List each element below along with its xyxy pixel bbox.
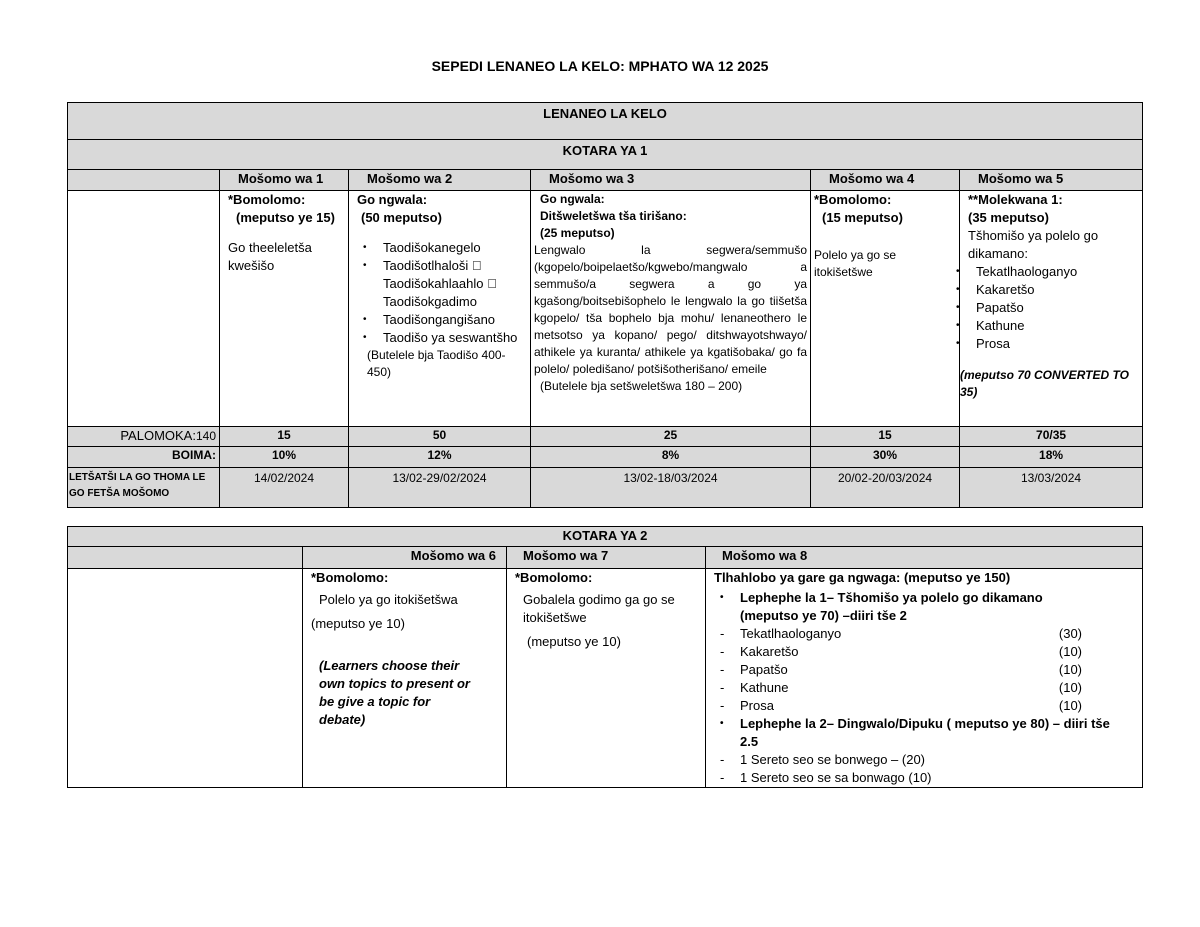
list-item: - Prosa (10) xyxy=(740,697,1082,715)
weight-task4: 30% xyxy=(811,447,960,468)
total-task4: 15 xyxy=(811,427,960,447)
task8-title: Tlhahlobo ya gare ga ngwaga: (meputso ye 150) xyxy=(714,570,1011,585)
task1-type: *Bomolomo: xyxy=(228,192,306,207)
task8-cell xyxy=(706,569,1143,788)
task-header-2: Mošomo wa 2 xyxy=(349,170,531,191)
weight-task1: 10% xyxy=(220,447,349,468)
task3-desc: Lengwalo la segwera/semmušo (kgopelo/boipelaetšo/kgwebo/mangwalo a semmušo/a segwera a go ya kgašong/boitsebišophelo le lengwalo la go tiišetša kgopelo/ tša bophelo bja mohu/ lenaneothero le metsotso ya kopano/ pego/ ditshwayotshwayo/ athikele ya kuranta/ athikele ya kgatišobaka/ go fa polelo/ poledišano/ potšišotherišano/ emeile xyxy=(534,243,807,376)
list-item: • Kathune xyxy=(976,317,1139,335)
paper1-list xyxy=(714,625,1082,715)
list-item: • Tekatlhaologanyo xyxy=(976,263,1139,281)
task5-note: (meputso 70 CONVERTED TO 35) xyxy=(960,368,1129,399)
task-header-8: Mošomo wa 8 xyxy=(706,547,1143,569)
task7-cell xyxy=(507,569,706,788)
weight-task3: 8% xyxy=(531,447,811,468)
task-header-5: Mošomo wa 5 xyxy=(960,170,1143,191)
task8-papers-2 xyxy=(714,715,1110,751)
list-item: - 1 Sereto seo se sa bonwago (10) xyxy=(740,769,1082,787)
paper2-item: • Lephephe la 2– Dingwalo/Dipuku ( meputso ye 80) – diiri tše 2.5 xyxy=(740,715,1122,751)
task3-type: Go ngwala: xyxy=(540,192,605,206)
task8-papers xyxy=(714,589,1082,625)
list-item: - 1 Sereto seo se bonwego – (20) xyxy=(740,751,1082,769)
task1-desc: Go theeleletša kwešišo xyxy=(228,240,312,273)
total-task5: 70/35 xyxy=(960,427,1143,447)
task6-desc: Polelo ya go itokišetšwa xyxy=(319,592,458,607)
list-item: - Kathune (10) xyxy=(740,679,1082,697)
task4-marks: (15 meputso) xyxy=(822,210,903,225)
task-header-1: Mošomo wa 1 xyxy=(220,170,349,191)
list-item: • Taodišongangišano xyxy=(383,311,527,329)
weight-label: BOIMA: xyxy=(68,447,220,468)
task1-cell xyxy=(220,191,349,427)
date-task1: 14/02/2024 xyxy=(220,468,349,508)
list-item: • Taodišokanegelo xyxy=(383,239,527,257)
date-task3: 13/02-18/03/2024 xyxy=(531,468,811,508)
total-label: PALOMOKA: xyxy=(120,428,196,443)
task2-cell xyxy=(349,191,531,427)
task6-type: *Bomolomo: xyxy=(311,570,389,585)
paper1-item: • Lephephe la 1– Tšhomišo ya polelo go dikamano (meputso ye 70) –diiri tše 2 xyxy=(740,589,1082,625)
task-header-7: Mošomo wa 7 xyxy=(507,547,706,569)
document-title: SEPEDI LENANEO LA KELO: MPHATO WA 12 2025 xyxy=(431,58,769,74)
term1-table xyxy=(67,102,1143,508)
blank-header-cell xyxy=(68,170,220,191)
task5-list xyxy=(968,263,1139,353)
blank-row-label xyxy=(68,569,303,788)
weight-task2: 12% xyxy=(349,447,531,468)
task4-cell xyxy=(811,191,960,427)
task6-cell xyxy=(303,569,507,788)
list-item: - Tekatlhaologanyo (30) xyxy=(740,625,1082,643)
term1-header: KOTARA YA 1 xyxy=(68,140,1143,170)
task3-subtype: Ditšweletšwa tša tirišano: xyxy=(540,209,687,223)
task-header-6: Mošomo wa 6 xyxy=(303,547,507,569)
task2-list xyxy=(357,239,527,347)
list-item: • Kakaretšo xyxy=(976,281,1139,299)
task3-note: (Butelele bja setšweletšwa 180 – 200) xyxy=(540,379,743,393)
total-task3: 25 xyxy=(531,427,811,447)
blank-row-label xyxy=(68,191,220,427)
total-label-cell xyxy=(68,427,220,447)
paper2-list xyxy=(714,751,1082,787)
total-task1: 15 xyxy=(220,427,349,447)
list-item: • Papatšo xyxy=(976,299,1139,317)
list-item: - Kakaretšo (10) xyxy=(740,643,1082,661)
task7-type: *Bomolomo: xyxy=(515,570,593,585)
blank-header-cell xyxy=(68,547,303,569)
task-header-4: Mošomo wa 4 xyxy=(811,170,960,191)
task5-desc: Tšhomišo ya polelo go dikamano: xyxy=(968,228,1099,261)
term2-header: KOTARA YA 2 xyxy=(68,527,1143,547)
task4-type: *Bomolomo: xyxy=(814,192,892,207)
total-task2: 50 xyxy=(349,427,531,447)
date-task2: 13/02-29/02/2024 xyxy=(349,468,531,508)
total-value: 140 xyxy=(195,429,216,443)
weight-task5: 18% xyxy=(960,447,1143,468)
date-task5: 13/03/2024 xyxy=(960,468,1143,508)
task6-marks: (meputso ye 10) xyxy=(311,616,405,631)
schedule-header: LENANEO LA KELO xyxy=(68,103,1143,140)
task3-cell xyxy=(531,191,811,427)
task-header-3: Mošomo wa 3 xyxy=(531,170,811,191)
term2-table xyxy=(67,526,1143,788)
task5-cell xyxy=(960,191,1143,427)
task2-note: (Butelele bja Taodišo 400-450) xyxy=(367,348,506,379)
list-item: - Papatšo (10) xyxy=(740,661,1082,679)
task7-desc: Gobalela godimo ga go se itokišetšwe xyxy=(523,592,675,625)
task7-marks: (meputso ye 10) xyxy=(527,634,621,649)
list-item: • Taodišotlhaloši   Taodišokahlaahlo   Taodišokgadimo xyxy=(383,257,527,311)
task5-marks: (35 meputso) xyxy=(968,210,1049,225)
task5-type: **Molekwana 1: xyxy=(968,192,1063,207)
task6-note: (Learners choose their own topics to present or be give a topic for debate) xyxy=(319,658,470,727)
list-item: • Prosa xyxy=(976,335,1139,353)
task3-marks: (25 meputso) xyxy=(540,226,615,240)
date-task4: 20/02-20/03/2024 xyxy=(811,468,960,508)
task2-marks: (50 meputso) xyxy=(361,210,442,225)
date-label: LETŠATŠI LA GO THOMA LE GO FETŠA MOŠOMO xyxy=(68,468,220,508)
task2-type: Go ngwala: xyxy=(357,192,428,207)
list-item: • Taodišo ya seswantšho xyxy=(383,329,527,347)
task4-desc: Polelo ya go se itokišetšwe xyxy=(814,248,897,279)
task1-marks: (meputso ye 15) xyxy=(236,210,335,225)
